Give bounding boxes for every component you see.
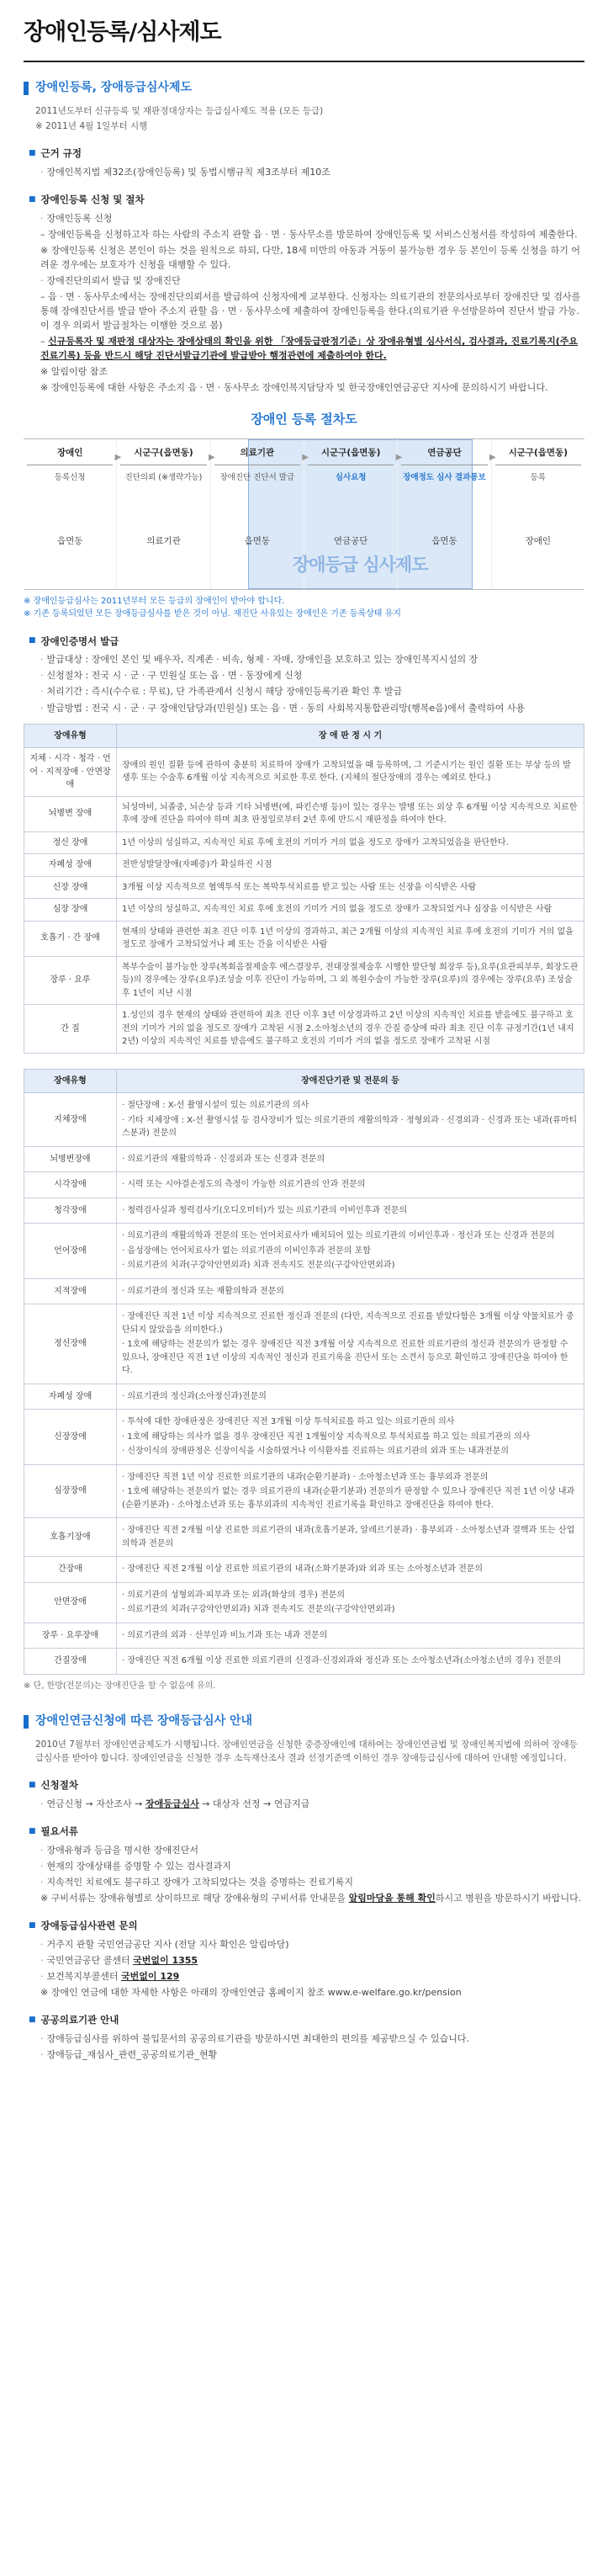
row-type: 자폐성 장애	[24, 1384, 117, 1410]
list-item: · 장애진단 직전 6개월 이상 진료한 의료기관의 신경과·신경외과와 정신과 또는 소아청소년과(소아청소년의 경우) 전문의	[122, 1656, 562, 1666]
list-item: · 거주지 관할 국민연금공단 지사 (전달 지사 확인은 알림마당)	[40, 1938, 289, 1950]
flow-step: 의료기관 장애진단 진단서 발급 읍면동 ▶	[211, 439, 304, 589]
row-type: 청각장애	[24, 1198, 117, 1224]
row-type: 자폐성 장애	[24, 854, 117, 877]
list-item: · 발급대상 : 장애인 본인 및 배우자, 직계존 · 비속, 형제 · 자매, 장애인을 보호하고 있는 장애인복지시설의 장	[40, 654, 478, 666]
bullet-icon: ■	[29, 1921, 36, 1931]
list-item: · 장애유형과 등급을 명시한 장애진단서	[40, 1844, 199, 1856]
row-type: 신장 장애	[24, 876, 117, 899]
table-row	[24, 796, 584, 831]
table-row	[24, 1278, 584, 1304]
table-row	[24, 1198, 584, 1224]
row-type: 지체장애	[24, 1093, 117, 1147]
list-item: · 발급방법 : 전국 시 · 군 · 구 장애인담당과(민원실) 또는 읍 · 면 · 동의 사회복지통합관리망(행복e음)에서 출력하여 사용	[40, 702, 526, 714]
table-row	[24, 831, 584, 854]
hospital-list-link[interactable]: · 장애등급_재심사_관련_공공의료기관_현황	[40, 2048, 218, 2060]
list-item: · 투석에 대한 장애판정은 장애진단 직전 3개월 이상 투석치료를 하고 있는 의료기관의 의사	[122, 1417, 455, 1427]
list-item: · 의료기관의 정신과 또는 재활의학과 전문의	[122, 1286, 284, 1296]
flow-step: 시군구(읍면동) 진단의뢰 (※생략가능) 의료기관 ▶	[117, 439, 210, 589]
row-desc	[117, 1146, 584, 1172]
list-note: ※ 장애인등록 신청은 본인이 하는 것을 원칙으로 하되, 다만, 18세 미만의 아동과 거동이 불가능한 경우 등 본인이 등록 신청을 하기 어려운 경우에는 보호자가 신청을 대행할 수 있다.	[40, 244, 581, 270]
flow-highlight-label: 장애등급 심사제도	[292, 555, 428, 575]
timing-table	[24, 724, 584, 1054]
list-item: · 국민연금공단 콜센터 국번없이 1355	[40, 1954, 198, 1966]
list-item: · 시력 또는 시야결손정도의 측정이 가능한 의료기관의 안과 전문의	[122, 1180, 366, 1190]
row-desc	[117, 1410, 584, 1465]
arrow-right-icon: ▶	[395, 452, 403, 462]
list-note: ※ 알림이랑 참조	[40, 366, 108, 378]
row-desc	[117, 1278, 584, 1304]
row-desc	[117, 1172, 584, 1198]
table-row	[24, 748, 584, 797]
list-item: · 장애진단 직전 1년 이상 지속적으로 진료한 정신과 전문의 (다만, 지속적으로 진료를 받았다함은 3개월 이상 약물치료가 중단되지 않았음을 의미한다.)	[122, 1312, 574, 1335]
list-item: · 1호에 해당하는 전문의가 없는 경우 의료기관의 내과(순환기분과) 전문의가 판정할 수 있으나 장애진단 직전 1년 이상 내과(순환기분과) · 소아청소년과 또는 흉부외과의 지속적인 진료기록을 확인하고 장애진단을 하여야 한다.	[122, 1487, 575, 1510]
list-item: · 청력검사실과 청력검사기(오디오미터)가 있는 의료기관의 이비인후과 전문의	[122, 1205, 408, 1215]
row-type: 뇌병변 장애	[24, 796, 117, 831]
table-row	[24, 1384, 584, 1410]
row-desc	[117, 1384, 584, 1410]
arrow-right-icon: ▶	[114, 452, 122, 462]
list-item: · 신청절차 : 전국 시 · 군 · 구 민원실 또는 읍 · 면 · 동장에게 신청	[40, 670, 303, 682]
notice-link[interactable]: 알림마당을 통해 확인	[348, 1893, 436, 1904]
row-type: 지체 · 시각 · 청각 · 언어 · 지적장애 · 안면장애	[24, 748, 117, 797]
table-row	[24, 1146, 584, 1172]
list-item: · 의료기관의 정신과(소아정신과)전문의	[122, 1391, 267, 1401]
table-row	[24, 1410, 584, 1465]
table-row	[24, 1093, 584, 1147]
section-marker-icon	[24, 1715, 29, 1729]
list-item: · 처리기간 : 즉시(수수료 : 무료), 단 가족관계서 신청시 해당 장애인등록기관 확인 후 발급	[40, 686, 403, 698]
table-row	[24, 1557, 584, 1583]
list-item: · 의료기관의 외과 · 산부인과 비뇨기과 또는 내과 전문의	[122, 1630, 328, 1640]
list-item: · 장애인복지법 제32조(장애인등록) 및 동법시행규칙 제3조부터 제10조	[40, 166, 330, 178]
page-title: 장애인등록/심사제도	[24, 0, 584, 62]
flow-title: 장애인 등록 절차도	[251, 412, 357, 428]
table-row	[24, 854, 584, 877]
arrow-right-icon: ▶	[208, 452, 215, 462]
list-item: · 음성장애는 언어치료사가 없는 의료기관의 이비인후과 전문의 포함	[122, 1246, 371, 1256]
flow-step: 시군구(읍면동) 등록 장애인	[492, 439, 584, 589]
table-row	[24, 1304, 584, 1384]
row-desc	[117, 1623, 584, 1649]
list-item: · 의료기관의 재활의학과 전문의 또는 언어치료사가 배치되어 있는 의료기관의 이비인후과 · 정신과 또는 신경과 전문의	[122, 1231, 555, 1241]
bullet-icon: ■	[29, 1827, 36, 1836]
section-intro	[35, 104, 584, 134]
list-item: · 1호에 해당하는 전문의가 없는 경우 장애진단 직전 3개월 이상 지속적으로 진료한 의료기관의 정신과 전문의가 판정할 수 있으나, 장애진단 직전 1년 이상의 지속적인 정신과 진료기록을 진단서 또는 소견서 등으로 확인하고 장애진단을 하여야 한다.	[122, 1340, 568, 1376]
row-type: 장루 · 요루	[24, 956, 117, 1005]
table-row	[24, 921, 584, 956]
table-row	[24, 956, 584, 1005]
list-item: – 읍 · 면 · 동사무소에서는 장애진단의뢰서를 발급하여 신청자에게 교부한다. 신청자는 의료기관의 전문의사로부터 장애진단 및 검사를 통해 장애진단서를 발급 받아 주소지 관할 읍 · 면 · 동사무소에 제출하여 장애인등록을 한다.(의료기관 우선방문하여 진단서 발급 가능. 이 경우 의뢰서 발급절차는 이행한 것으로 봄)	[40, 290, 581, 332]
row-type: 간질장애	[24, 1649, 117, 1675]
row-desc: 전반성발달장애(자폐증)가 확실하진 시점	[117, 854, 584, 877]
table-row	[24, 876, 584, 899]
intro-text: 2011년도부터 신규등록 및 재판정대상자는 등급심사제도 적용 (모든 등급)	[35, 105, 324, 116]
row-type: 신장장애	[24, 1410, 117, 1465]
section-header-pension	[24, 1713, 584, 1731]
table-row	[24, 1172, 584, 1198]
bullet-icon: ■	[29, 636, 36, 645]
row-desc	[117, 1582, 584, 1623]
row-type: 간 질	[24, 1005, 117, 1054]
list-note: ※ 장애인등록에 대한 사항은 주소지 읍 · 면 · 동사무소 장애인복지담당자 및 한국장애인연금공단 지사에 문의하시기 바랍니다.	[40, 382, 548, 394]
row-type: 간장애	[24, 1557, 117, 1583]
table-header: 장 애 판 정 시 기	[117, 724, 584, 748]
certificate-block	[29, 635, 584, 715]
section-title: 장애인등록, 장애등급심사제도	[35, 80, 193, 94]
table-row	[24, 1623, 584, 1649]
arrow-right-icon: ▶	[302, 452, 309, 462]
list-item: · 기타 지체장애 : X-선 촬영시설 등 검사장비가 있는 의료기관의 재활의학과 · 정형외과 · 신경외과 · 신경과 또는 내과(류마티스분과) 전문의	[122, 1115, 578, 1139]
flow-notes: ※ 장애인등급심사는 2011년부터 모든 등급의 장애인이 받아야 합니다. ※ 기존 등록되었던 모든 장애등급심사를 받은 것이 아님. 재진단 사유있는 장애인은 기존 등록상태 유지	[24, 596, 401, 619]
row-type: 정신 장애	[24, 831, 117, 854]
flow-step: 연금공단 장애정도 심사 결과통보 읍면동 ▶	[398, 439, 491, 589]
row-desc	[117, 1557, 584, 1583]
public-block: ■ 공공의료기관 안내 · 장애등급심사를 위하여 불입문서의 공공의료기관을 방문하시면 최대한의 편의를 제공받으실 수 있습니다. · 장애등급_재심사_관련_공공의료기관_현황	[29, 2013, 584, 2062]
bullet-icon: ■	[29, 2016, 36, 2025]
row-desc	[117, 1304, 584, 1384]
table-header: 장애진단기관 및 전문의 등	[117, 1069, 584, 1093]
flow-diagram	[24, 438, 584, 590]
list-note: ※ 구비서류는 장애유형별로 상이하므로 해당 장애유형의 구비서류 안내문을 알림마당을 통해 확인하시고 병원을 방문하시기 바랍니다.	[40, 1893, 582, 1904]
section-header-registration	[24, 79, 584, 98]
arrow-right-icon: ▶	[489, 452, 496, 462]
row-desc	[117, 1464, 584, 1518]
row-desc: 3개월 이상 지속적으로 혈액투석 또는 복막투석치료를 받고 있는 사람 또는 신장을 이식받은 사람	[117, 876, 584, 899]
row-type: 뇌병변장애	[24, 1146, 117, 1172]
list-item: · 장애진단 직전 1년 이상 진료한 의료기관의 내과(순환기분과) · 소아청소년과 또는 흉부외과 전문의	[122, 1472, 489, 1482]
table-row	[24, 1005, 584, 1054]
list-note: ※ 장애인 연금에 대한 자세한 사항은 아래의 장애인연금 홈페이지 참조 www.e-welfare.go.kr/pension	[40, 1987, 462, 1999]
table-header: 장애유형	[24, 1069, 117, 1093]
section-intro: 2010년 7월부터 장애인연금제도가 시행됩니다. 장애인연금을 신청한 중증장애인에 대하여는 장애인연금법 및 장애인복지법에 의하여 장애등급심사를 받아야 합니다. 장애인연금을 신청한 경우 소득재산조사 결과 선정기준액 이하인 경우 장애등급심사에 대하여 안내할 예정입니다.	[35, 1739, 578, 1763]
row-type: 장루 · 요루장애	[24, 1623, 117, 1649]
row-desc: 1년 이상의 성실하고, 지속적인 치료 후에 호전의 기미가 거의 없을 정도로 장애가 고착되었음을 판단한다.	[117, 831, 584, 854]
row-type: 정신장애	[24, 1304, 117, 1384]
procedure-block	[29, 193, 584, 395]
list-item: · 장애등급심사를 위하여 불입문서의 공공의료기관을 방문하시면 최대한의 편의를 제공받으실 수 있습니다.	[40, 2032, 470, 2044]
row-type: 지적장애	[24, 1278, 117, 1304]
list-item: · 의료기관의 치과(구강악안면외과) 치과 전속지도 전문의(구강악안면외과)	[122, 1605, 395, 1615]
table-row	[24, 1518, 584, 1557]
list-item: · 절단장애 : X-선 촬영시설이 있는 의료기관의 의사	[122, 1101, 309, 1111]
list-item: · 장애진단 직전 2개월 이상 진료한 의료기관의 내과(소화기분과)와 외과 또는 소아청소년과 전문의	[122, 1564, 484, 1575]
list-item: · 보건복지부콜센터 국번없이 129	[40, 1971, 180, 1983]
basis-block	[29, 146, 584, 179]
list-item: · 장애진단의뢰서 발급 및 장애진단	[40, 274, 181, 286]
list-item: · 의료기관의 치과(구강악안면외과) 치과 전속지도 전문의(구강악안면외과)	[122, 1261, 395, 1271]
table-header: 장애유형	[24, 724, 117, 748]
list-item-strong: – 신규등록자 및 재판정 대상자는 장애상태의 확인을 위한 「장애등급판정기준」상 장애유형별 심사서식, 검사결과, 진료기록지(주요 진료기록) 등을 반드시 해당 진단서발급기관에 발급받아 행정관련에 제출하여야 한다.	[40, 336, 579, 362]
list-item: · 1호에 해당하는 의사가 없을 경우 장애진단 직전 1개월이상 지속적으로 투석치료를 하고 있는 의료기관의 의사	[122, 1431, 531, 1442]
contact-block: ■ 장애등급심사관련 문의 · 거주지 관할 국민연금공단 지사 (전달 지사 확인은 알림마당) · 국민연금공단 콜센터 국번없이 1355 · 보건복지부콜센터 국번없이 129 ※ 장애인 연금에 대한 자세한 사항은 아래의 장애인연금 홈페이지 참조 www.e-welfare.go.kr/pension	[29, 1919, 584, 2000]
row-desc	[117, 1224, 584, 1279]
table-row	[24, 1582, 584, 1623]
docs-block: ■ 필요서류 · 장애유형과 등급을 명시한 장애진단서 · 현재의 장애상태를 증명할 수 있는 검사결과지 · 지속적인 치료에도 불구하고 장애가 고착되었다는 것을 증명하는 진료기록지 ※ 구비서류는 장애유형별로 상이하므로 해당 장애유형의 구비서류 안내문을 알림마당을 통해 확인하시고 병원을 방문하시기 바랍니다.	[29, 1824, 584, 1905]
list-item: · 장애인등록 신청	[40, 212, 113, 224]
row-type: 언어장애	[24, 1224, 117, 1279]
basis-title: ■ 근거 규정	[29, 147, 82, 160]
row-type: 심장 장애	[24, 899, 117, 922]
list-item: – 장애인등록을 신청하고자 하는 사람의 주소지 관할 읍 · 면 · 동사무소를 방문하여 장애인등록 및 서비스신청서를 작성하여 제출한다.	[40, 228, 578, 240]
registration-flow	[24, 410, 584, 620]
section-title: 장애인연금신청에 따른 장애등급심사 안내	[35, 1714, 253, 1729]
row-desc: 1.성인의 경우 현재의 상태와 관련하여 최초 진단 이후 3년 이상경과하고 2년 이상의 지속적인 치료를 받음에도 불구하고 호전의 기미가 거의 없을 정도로 장애가 고착된 시점 2.소아청소년의 경우 간질 증상에 따라 최초 진단 이후 규정기간(1년 내지 2년) 이상의 지속적인 치료를 받음에도 불구하고 호전의 기미가 거의 없을 정도로 장애가 고착된 시점	[117, 1005, 584, 1054]
list-item: · 의료기관의 재활의학과 · 신경외과 또는 신경과 전문의	[122, 1154, 325, 1164]
flow-step: 장애인 등록신청 읍면동 ▶	[24, 439, 117, 589]
list-item: · 장애진단 직전 2개월 이상 진료한 의료기관의 내과(호흡기분과, 알레르기분과) · 흉부외과 · 소아청소년과 결핵과 또는 산업의학과 전문의	[122, 1526, 575, 1548]
flow-step: 시군구(읍면동) 심사요청 연금공단 ▶	[304, 439, 398, 589]
table-row	[24, 1649, 584, 1675]
row-type: 호흡기 · 간 장애	[24, 921, 117, 956]
certificate-title: ■ 장애인증명서 발급	[29, 635, 119, 647]
row-desc: 뇌성마비, 뇌졸중, 뇌손상 등과 기타 뇌병변(예, 파킨슨병 등)이 있는 경우는 발병 또는 외상 후 6개월 이상 지속적으로 치료한 후에 장애 진단을 하여야 하며 최초 판정일로부터 2년 후에 반드시 재판정을 하여야 한다.	[117, 796, 584, 831]
table-row	[24, 1224, 584, 1279]
bullet-icon: ■	[29, 149, 36, 157]
table-footnote: ※ 단, 한방(전문의)는 장애진단을 할 수 없음에 유의.	[24, 1681, 216, 1691]
row-desc: 장애의 원인 질환 등에 관하여 충분히 치료하여 장애가 고착되었을 때 등록하며, 그 기준시기는 원인 질환 또는 부상 등의 발생후 또는 수술후 6개월 이상 지속적으로 치료한 후로 한다. (지체의 절단장애의 경우는 예외로 한다.)	[117, 748, 584, 797]
row-type: 호흡기장애	[24, 1518, 117, 1557]
row-desc	[117, 1093, 584, 1147]
row-desc	[117, 1198, 584, 1224]
section-marker-icon	[24, 82, 29, 95]
row-desc: 현재의 상태와 관련한 최초 진단 이후 1년 이상의 경과하고, 최근 2개월 이상의 지속적인 치료 후에 호전의 기미가 거의 없을 정도로 장애가 고착되었거나 폐 또는 간을 이식받은 사람	[117, 921, 584, 956]
row-type: 심장장애	[24, 1464, 117, 1518]
institution-table	[24, 1069, 584, 1675]
bullet-icon: ■	[29, 1781, 36, 1790]
row-desc	[117, 1518, 584, 1557]
list-item: · 현재의 장애상태를 증명할 수 있는 검사결과지	[40, 1860, 231, 1872]
intro-note: ※ 2011년 4월 1일부터 시행	[35, 120, 148, 131]
apply-block: ■ 신청절차 · 연금신청 → 자산조사 → 장애등급심사 → 대상자 선정 → 연금지급	[29, 1778, 584, 1811]
table-row	[24, 1464, 584, 1518]
table-row	[24, 899, 584, 922]
row-desc: 1년 이상의 성실하고, 지속적인 치료 후에 호전의 기미가 거의 없을 정도로 장애가 고착되었거나 심장을 이식받은 사람	[117, 899, 584, 922]
row-desc	[117, 1649, 584, 1675]
procedure-title: ■ 장애인등록 신청 및 절차	[29, 193, 145, 205]
list-item: · 지속적인 치료에도 불구하고 장애가 고착되었다는 것을 증명하는 진료기록지	[40, 1877, 354, 1888]
list-item: · 신장이식의 장애판정은 신장이식을 시술하였거나 이식환자를 진료하는 의료기관의 외과 또는 내과전문의	[122, 1447, 510, 1457]
bullet-icon: ■	[29, 194, 36, 204]
row-type: 시각장애	[24, 1172, 117, 1198]
list-item: · 연금신청 → 자산조사 → 장애등급심사 → 대상자 선정 → 연금지급	[40, 1798, 310, 1810]
row-desc: 복부수술이 불가능한 장루(복회음절제술후 에스결장루, 전대장절제술후 시행한 말단형 회장루 등),요루(요관피부루, 회장도관 등)의 경우에는 장루(요루)조성술 이후 진단이 가능하며, 그 외 복원수술이 가능한 장루(요루)의 경우에는 장루(요루) 조성술 후 1년이 지난 시점	[117, 956, 584, 1005]
row-type: 안면장애	[24, 1582, 117, 1623]
list-item: · 의료기관의 성형외과·피부과 또는 외과(화상의 경우) 전문의	[122, 1590, 346, 1600]
